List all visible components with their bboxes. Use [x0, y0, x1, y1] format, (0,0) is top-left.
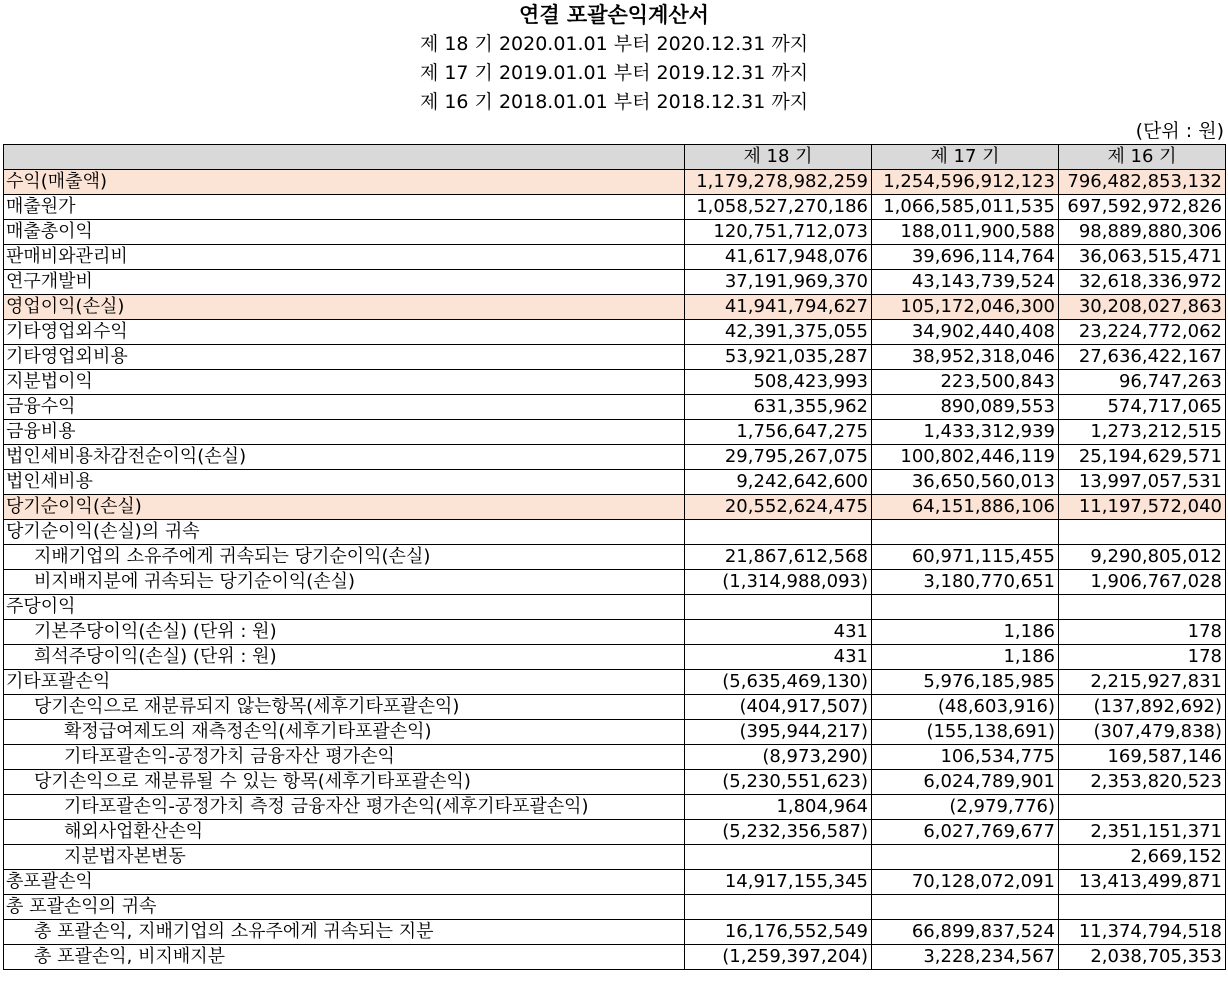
statement-header [0, 0, 1228, 117]
value-period-16: 96,747,263 [1059, 370, 1226, 395]
value-period-17: 3,228,234,567 [872, 945, 1059, 970]
value-period-18: 37,191,969,370 [685, 270, 872, 295]
table-row [4, 695, 1226, 720]
row-label: 당기순이익(손실)의 귀속 [4, 520, 685, 545]
value-period-17: 1,254,596,912,123 [872, 170, 1059, 195]
row-label: 수익(매출액) [4, 170, 685, 195]
value-period-18: 53,921,035,287 [685, 345, 872, 370]
value-period-17: 105,172,046,300 [872, 295, 1059, 320]
table-row [4, 270, 1226, 295]
value-period-16 [1059, 520, 1226, 545]
value-period-16: 2,215,927,831 [1059, 670, 1226, 695]
value-period-16: 13,997,057,531 [1059, 470, 1226, 495]
row-label: 비지배지분에 귀속되는 당기순이익(손실) [4, 570, 685, 595]
row-label: 지분법자본변동 [4, 845, 685, 870]
value-period-17: 1,433,312,939 [872, 420, 1059, 445]
row-label: 기타영업외비용 [4, 345, 685, 370]
value-period-17: 6,027,769,677 [872, 820, 1059, 845]
value-period-16: (307,479,838) [1059, 720, 1226, 745]
value-period-16: (137,892,692) [1059, 695, 1226, 720]
value-period-17: 64,151,886,106 [872, 495, 1059, 520]
value-period-18: (1,314,988,093) [685, 570, 872, 595]
row-label: 영업이익(손실) [4, 295, 685, 320]
value-period-16: 30,208,027,863 [1059, 295, 1226, 320]
value-period-16: 796,482,853,132 [1059, 170, 1226, 195]
value-period-16: 98,889,880,306 [1059, 220, 1226, 245]
row-label: 해외사업환산손익 [4, 820, 685, 845]
value-period-16: 2,669,152 [1059, 845, 1226, 870]
unit-label: (단위 : 원) [1135, 120, 1224, 142]
row-label: 연구개발비 [4, 270, 685, 295]
value-period-16: 2,351,151,371 [1059, 820, 1226, 845]
value-period-16 [1059, 895, 1226, 920]
row-label: 금융수익 [4, 395, 685, 420]
value-period-16: 9,290,805,012 [1059, 545, 1226, 570]
table-row [4, 195, 1226, 220]
value-period-17: 34,902,440,408 [872, 320, 1059, 345]
table-row [4, 670, 1226, 695]
table-row [4, 520, 1226, 545]
row-label: 확정급여제도의 재측정손익(세후기타포괄손익) [4, 720, 685, 745]
value-period-18: 1,804,964 [685, 795, 872, 820]
row-label: 법인세비용 [4, 470, 685, 495]
period-line-17: 제 17 기 2019.01.01 부터 2019.12.31 까지 [419, 62, 809, 84]
value-period-18: (395,944,217) [685, 720, 872, 745]
value-period-18 [685, 895, 872, 920]
value-period-16: 2,038,705,353 [1059, 945, 1226, 970]
value-period-17: 66,899,837,524 [872, 920, 1059, 945]
table-row [4, 220, 1226, 245]
value-period-16: 36,063,515,471 [1059, 245, 1226, 270]
value-period-16: 2,353,820,523 [1059, 770, 1226, 795]
table-row [4, 920, 1226, 945]
table-row [4, 820, 1226, 845]
row-label: 기타포괄손익-공정가치 금융자산 평가손익 [4, 745, 685, 770]
table-row [4, 770, 1226, 795]
row-label: 매출총이익 [4, 220, 685, 245]
value-period-17: 6,024,789,901 [872, 770, 1059, 795]
value-period-18: 20,552,624,475 [685, 495, 872, 520]
value-period-16: 13,413,499,871 [1059, 870, 1226, 895]
row-label: 기타포괄손익 [4, 670, 685, 695]
table-row [4, 895, 1226, 920]
row-label: 희석주당이익(손실) (단위 : 원) [4, 645, 685, 670]
value-period-16: 27,636,422,167 [1059, 345, 1226, 370]
value-period-17: 36,650,560,013 [872, 470, 1059, 495]
value-period-17: (48,603,916) [872, 695, 1059, 720]
table-row [4, 420, 1226, 445]
header-period-17: 제 17 기 [872, 145, 1059, 170]
row-label: 판매비와관리비 [4, 245, 685, 270]
table-row [4, 595, 1226, 620]
value-period-16: 178 [1059, 645, 1226, 670]
row-label: 총 포괄손익의 귀속 [4, 895, 685, 920]
value-period-18: 41,941,794,627 [685, 295, 872, 320]
value-period-17: 39,696,114,764 [872, 245, 1059, 270]
value-period-16: 11,374,794,518 [1059, 920, 1226, 945]
table-row [4, 295, 1226, 320]
value-period-18: 1,179,278,982,259 [685, 170, 872, 195]
value-period-17: 188,011,900,588 [872, 220, 1059, 245]
period-line-16: 제 16 기 2018.01.01 부터 2018.12.31 까지 [419, 91, 809, 113]
header-period-16: 제 16 기 [1059, 145, 1226, 170]
value-period-16: 574,717,065 [1059, 395, 1226, 420]
row-label: 금융비용 [4, 420, 685, 445]
row-label: 당기손익으로 재분류되지 않는항목(세후기타포괄손익) [4, 695, 685, 720]
row-label: 총 포괄손익, 비지배지분 [4, 945, 685, 970]
table-row [4, 570, 1226, 595]
row-label: 주당이익 [4, 595, 685, 620]
value-period-17 [872, 520, 1059, 545]
value-period-18: 508,423,993 [685, 370, 872, 395]
value-period-18: 120,751,712,073 [685, 220, 872, 245]
table-row [4, 170, 1226, 195]
value-period-18: 431 [685, 620, 872, 645]
value-period-17 [872, 845, 1059, 870]
value-period-16: 1,906,767,028 [1059, 570, 1226, 595]
table-row [4, 545, 1226, 570]
row-label: 지분법이익 [4, 370, 685, 395]
value-period-17: 1,186 [872, 645, 1059, 670]
value-period-17: 106,534,775 [872, 745, 1059, 770]
value-period-17: 70,128,072,091 [872, 870, 1059, 895]
value-period-16: 32,618,336,972 [1059, 270, 1226, 295]
value-period-16: 169,587,146 [1059, 745, 1226, 770]
value-period-17: 3,180,770,651 [872, 570, 1059, 595]
row-label: 총 포괄손익, 지배기업의 소유주에게 귀속되는 지분 [4, 920, 685, 945]
value-period-16 [1059, 595, 1226, 620]
period-line-18: 제 18 기 2020.01.01 부터 2020.12.31 까지 [419, 33, 809, 55]
row-label: 기타포괄손익-공정가치 측정 금융자산 평가손익(세후기타포괄손익) [4, 795, 685, 820]
table-row [4, 645, 1226, 670]
value-period-17: (155,138,691) [872, 720, 1059, 745]
value-period-17: 43,143,739,524 [872, 270, 1059, 295]
value-period-18: 1,756,647,275 [685, 420, 872, 445]
row-label: 지배기업의 소유주에게 귀속되는 당기순이익(손실) [4, 545, 685, 570]
value-period-16 [1059, 795, 1226, 820]
row-label: 총포괄손익 [4, 870, 685, 895]
value-period-18: (8,973,290) [685, 745, 872, 770]
row-label: 매출원가 [4, 195, 685, 220]
value-period-18: (404,917,507) [685, 695, 872, 720]
row-label: 법인세비용차감전순이익(손실) [4, 445, 685, 470]
value-period-18: 16,176,552,549 [685, 920, 872, 945]
value-period-18: 41,617,948,076 [685, 245, 872, 270]
table-row [4, 445, 1226, 470]
value-period-18: 29,795,267,075 [685, 445, 872, 470]
row-label: 기타영업외수익 [4, 320, 685, 345]
table-row [4, 870, 1226, 895]
value-period-18: (1,259,397,204) [685, 945, 872, 970]
value-period-17: 5,976,185,985 [872, 670, 1059, 695]
value-period-18: 1,058,527,270,186 [685, 195, 872, 220]
value-period-16: 11,197,572,040 [1059, 495, 1226, 520]
value-period-17: 38,952,318,046 [872, 345, 1059, 370]
table-row [4, 470, 1226, 495]
value-period-18: 21,867,612,568 [685, 545, 872, 570]
row-label: 당기순이익(손실) [4, 495, 685, 520]
value-period-18: 9,242,642,600 [685, 470, 872, 495]
value-period-17: 890,089,553 [872, 395, 1059, 420]
table-row [4, 320, 1226, 345]
table-row [4, 795, 1226, 820]
table-row [4, 945, 1226, 970]
value-period-18: 42,391,375,055 [685, 320, 872, 345]
statement-title: 연결 포괄손익계산서 [519, 3, 709, 27]
table-row [4, 395, 1226, 420]
value-period-18: (5,230,551,623) [685, 770, 872, 795]
value-period-18: (5,635,469,130) [685, 670, 872, 695]
table-row [4, 620, 1226, 645]
value-period-16: 697,592,972,826 [1059, 195, 1226, 220]
header-label-column [4, 145, 685, 170]
table-row [4, 245, 1226, 270]
value-period-18 [685, 845, 872, 870]
header-period-18: 제 18 기 [685, 145, 872, 170]
value-period-18: 431 [685, 645, 872, 670]
table-row [4, 720, 1226, 745]
table-header-row [4, 145, 1226, 170]
value-period-18: 14,917,155,345 [685, 870, 872, 895]
value-period-16: 23,224,772,062 [1059, 320, 1226, 345]
value-period-17: (2,979,776) [872, 795, 1059, 820]
table-row [4, 495, 1226, 520]
value-period-17: 1,066,585,011,535 [872, 195, 1059, 220]
value-period-16: 25,194,629,571 [1059, 445, 1226, 470]
value-period-18 [685, 520, 872, 545]
value-period-17: 60,971,115,455 [872, 545, 1059, 570]
row-label: 당기손익으로 재분류될 수 있는 항목(세후기타포괄손익) [4, 770, 685, 795]
value-period-18: 631,355,962 [685, 395, 872, 420]
value-period-16: 1,273,212,515 [1059, 420, 1226, 445]
value-period-18: (5,232,356,587) [685, 820, 872, 845]
table-row [4, 745, 1226, 770]
table-row [4, 345, 1226, 370]
value-period-17: 1,186 [872, 620, 1059, 645]
table-row [4, 845, 1226, 870]
row-label: 기본주당이익(손실) (단위 : 원) [4, 620, 685, 645]
value-period-16: 178 [1059, 620, 1226, 645]
table-row [4, 370, 1226, 395]
value-period-17 [872, 895, 1059, 920]
value-period-17: 100,802,446,119 [872, 445, 1059, 470]
value-period-17 [872, 595, 1059, 620]
value-period-18 [685, 595, 872, 620]
value-period-17: 223,500,843 [872, 370, 1059, 395]
income-statement-table [3, 144, 1226, 970]
